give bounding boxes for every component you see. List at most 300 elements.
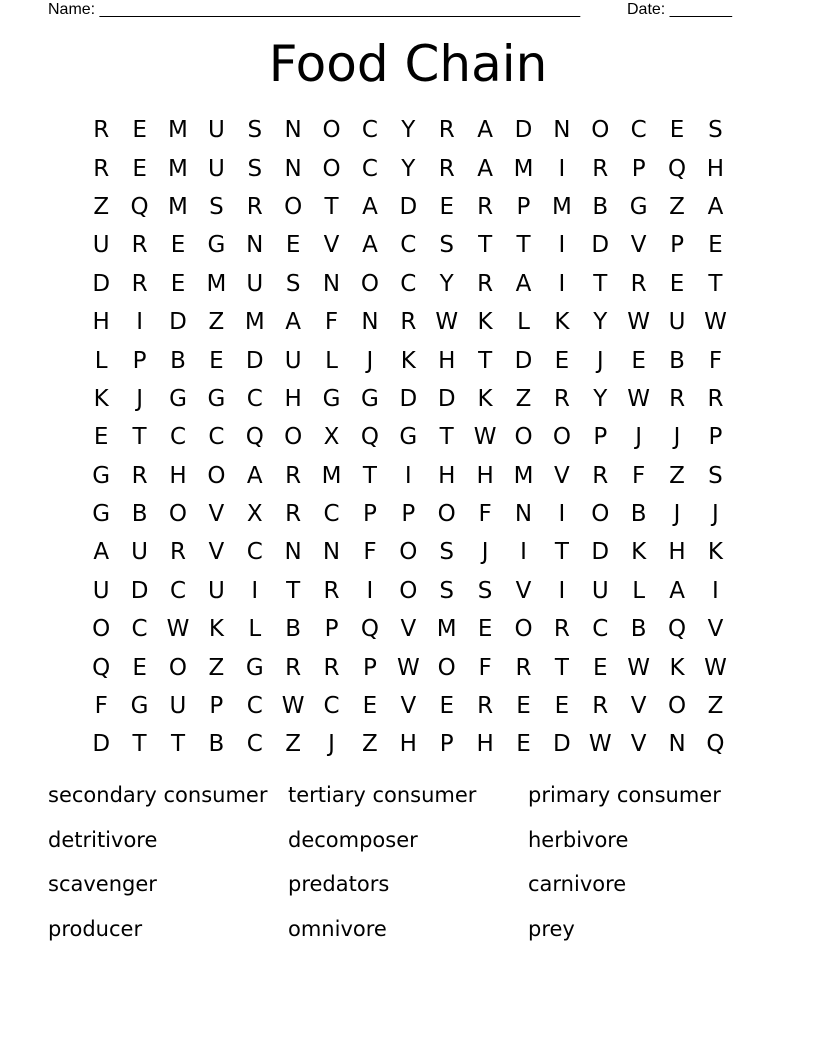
grid-letter: F (478, 654, 492, 681)
grid-letter: G (361, 385, 379, 412)
grid-letter: B (592, 193, 609, 220)
grid-letter: K (477, 385, 493, 412)
grid-letter: P (708, 424, 723, 451)
grid-letter: O (437, 501, 456, 528)
grid-letter: S (708, 117, 723, 144)
grid-letter: N (322, 270, 341, 297)
grid-letter: Q (360, 616, 379, 643)
grid-letter: G (207, 232, 226, 259)
grid-letter: H (284, 385, 302, 412)
grid-letter: A (477, 155, 493, 182)
grid-letter: B (669, 347, 685, 374)
grid-letter: S (708, 462, 723, 489)
word-list-item: herbivore (528, 827, 629, 852)
grid-letter: O (437, 654, 456, 681)
grid-letter: B (208, 731, 225, 758)
grid-letter: E (132, 117, 147, 144)
grid-letter: G (207, 385, 226, 412)
grid-letter: M (321, 462, 342, 489)
grid-letter: U (131, 539, 148, 566)
grid-letter: F (94, 693, 108, 720)
grid-letter: M (168, 193, 188, 220)
grid-letter: I (558, 232, 566, 259)
grid-letter: O (92, 616, 111, 643)
grid-letter: X (323, 424, 340, 451)
grid-letter: B (630, 501, 647, 528)
grid-letter: J (635, 424, 643, 451)
grid-letter: D (245, 347, 264, 374)
grid-letter: R (285, 462, 302, 489)
grid-letter: H (169, 462, 187, 489)
grid-letter: R (93, 117, 110, 144)
grid-letter: Z (515, 385, 532, 412)
grid-letter: D (437, 385, 456, 412)
date-field-label: Date: _______ (627, 1, 732, 18)
grid-letter: I (712, 577, 719, 604)
grid-letter: O (168, 654, 188, 681)
grid-letter: W (704, 654, 727, 681)
grid-letter: N (361, 309, 379, 336)
grid-letter: N (284, 117, 302, 144)
grid-letter: V (630, 232, 647, 259)
grid-letter: S (439, 577, 455, 604)
grid-letter: O (284, 424, 303, 451)
grid-letter: W (627, 654, 651, 681)
grid-letter: O (514, 424, 533, 451)
grid-letter: D (591, 232, 610, 259)
grid-letter: M (168, 117, 188, 144)
grid-letter: R (246, 193, 263, 220)
grid-letter: A (93, 539, 110, 566)
grid-letter: O (399, 539, 418, 566)
grid-letter: M (551, 193, 572, 220)
grid-letter: M (168, 155, 188, 182)
grid-letter: U (207, 577, 225, 604)
grid-letter: P (401, 501, 416, 528)
grid-letter: R (592, 155, 609, 182)
grid-letter: U (284, 347, 302, 374)
grid-letter: R (630, 270, 647, 297)
grid-letter: C (208, 424, 225, 451)
grid-letter: R (477, 193, 494, 220)
grid-letter: D (514, 117, 533, 144)
grid-letter: U (246, 270, 264, 297)
grid-letter: Z (208, 309, 225, 336)
grid-letter: F (324, 309, 339, 336)
grid-letter: G (92, 462, 111, 489)
grid-letter: C (592, 616, 609, 643)
grid-letter: C (323, 693, 340, 720)
grid-letter: H (706, 155, 725, 182)
grid-letter: C (361, 117, 378, 144)
grid-letter: Q (706, 731, 725, 758)
grid-letter: J (481, 539, 489, 566)
grid-letter: T (170, 731, 185, 758)
grid-letter: E (93, 424, 109, 451)
grid-letter: H (399, 731, 417, 758)
grid-letter: O (399, 577, 418, 604)
grid-letter: R (131, 232, 148, 259)
grid-letter: J (328, 731, 335, 758)
grid-letter: R (592, 462, 609, 489)
grid-letter: Z (707, 693, 724, 720)
grid-letter: N (284, 539, 302, 566)
name-field-label: Name: ______________________________________________________ (48, 1, 581, 18)
grid-letter: R (669, 385, 686, 412)
grid-letter: B (630, 616, 647, 643)
grid-letter: R (323, 654, 340, 681)
grid-letter: D (553, 731, 571, 758)
grid-letter: E (593, 654, 608, 681)
grid-letter: U (591, 577, 609, 604)
grid-letter: K (669, 654, 685, 681)
grid-letter: V (515, 577, 532, 604)
grid-letter: K (554, 309, 570, 336)
grid-letter: P (209, 693, 224, 720)
grid-letter: B (285, 616, 302, 643)
grid-letter: O (207, 462, 226, 489)
grid-letter: J (673, 424, 681, 451)
grid-letter: V (208, 501, 225, 528)
grid-letter: U (92, 577, 110, 604)
grid-letter: O (591, 117, 610, 144)
grid-letter: V (630, 693, 647, 720)
grid-letter: K (477, 309, 493, 336)
grid-letter: T (324, 193, 339, 220)
grid-letter: P (593, 424, 608, 451)
grid-letter: T (478, 347, 493, 374)
word-list-item: prey (528, 917, 575, 942)
grid-letter: O (591, 501, 610, 528)
grid-letter: J (673, 501, 681, 528)
grid-letter: Z (669, 462, 685, 489)
grid-letter: H (92, 309, 110, 336)
grid-letter: Z (285, 731, 302, 758)
grid-letter: M (436, 616, 457, 643)
grid-letter: I (558, 577, 566, 604)
grid-letter: R (131, 270, 148, 297)
grid-letter: I (520, 539, 527, 566)
grid-letter: P (132, 347, 147, 374)
word-list-item: tertiary consumer (288, 783, 477, 807)
grid-letter: R (323, 577, 340, 604)
grid-letter: F (478, 501, 492, 528)
grid-letter: E (132, 155, 147, 182)
grid-letter: V (554, 462, 570, 489)
grid-letter: V (707, 616, 724, 643)
grid-letter: S (285, 270, 301, 297)
grid-letter: E (554, 693, 570, 720)
grid-letter: A (246, 462, 263, 489)
grid-letter: I (558, 155, 566, 182)
grid-letter: A (285, 309, 302, 336)
grid-letter: L (517, 309, 530, 336)
grid-letter: K (208, 616, 224, 643)
grid-letter: S (477, 577, 493, 604)
grid-letter: K (400, 347, 416, 374)
grid-letter: H (668, 539, 686, 566)
grid-letter: N (322, 539, 341, 566)
grid-letter: E (209, 347, 224, 374)
grid-letter: W (627, 309, 651, 336)
grid-letter: J (712, 501, 719, 528)
grid-letter: L (248, 616, 262, 643)
grid-letter: V (630, 731, 647, 758)
word-list-item: predators (288, 872, 390, 897)
grid-letter: C (131, 616, 148, 643)
grid-letter: R (553, 616, 570, 643)
grid-letter: C (169, 577, 186, 604)
grid-letter: R (400, 309, 417, 336)
grid-letter: Q (360, 424, 379, 451)
grid-letter: F (363, 539, 377, 566)
grid-letter: H (438, 347, 456, 374)
grid-letter: V (208, 539, 225, 566)
word-list (48, 778, 768, 957)
grid-letter: R (515, 654, 532, 681)
grid-letter: P (362, 501, 377, 528)
grid-letter: W (704, 309, 727, 336)
grid-letter: M (206, 270, 227, 297)
grid-letter: I (558, 270, 566, 297)
grid-letter: G (629, 193, 648, 220)
word-list-item: omnivore (288, 917, 387, 942)
grid-letter: R (438, 117, 455, 144)
grid-letter: N (246, 232, 264, 259)
grid-letter: X (246, 501, 263, 528)
grid-letter: O (168, 501, 188, 528)
grid-letter: D (514, 347, 533, 374)
grid-letter: B (131, 501, 148, 528)
grid-letter: G (245, 654, 264, 681)
grid-letter: R (592, 693, 609, 720)
grid-letter: S (439, 232, 455, 259)
grid-letter: T (554, 654, 569, 681)
grid-letter: W (166, 616, 190, 643)
grid-letter: W (627, 385, 651, 412)
word-list-item: secondary consumer (48, 783, 268, 807)
grid-letter: C (630, 117, 647, 144)
grid-letter: P (324, 616, 339, 643)
grid-letter: H (476, 731, 494, 758)
grid-letter: T (132, 731, 147, 758)
grid-letter: Y (593, 385, 608, 412)
grid-letter: A (707, 193, 724, 220)
header (48, 0, 748, 20)
grid-letter: P (516, 193, 531, 220)
grid-letter: T (478, 232, 493, 259)
grid-letter: K (93, 385, 109, 412)
grid-letter: T (593, 270, 608, 297)
grid-letter: R (285, 501, 302, 528)
grid-letter: M (513, 462, 534, 489)
grid-letter: A (362, 232, 378, 259)
grid-letter: Q (668, 616, 687, 643)
grid-letter: C (323, 501, 340, 528)
grid-letter: I (366, 577, 374, 604)
grid-letter: W (588, 731, 612, 758)
grid-letter: D (399, 193, 418, 220)
grid-letter: Y (401, 155, 416, 182)
grid-letter: T (439, 424, 454, 451)
grid-letter: O (668, 693, 687, 720)
grid-letter: Z (93, 193, 110, 220)
grid-letter: P (362, 654, 377, 681)
letter-grid (82, 111, 735, 764)
grid-letter: L (325, 347, 338, 374)
grid-letter: K (631, 539, 647, 566)
grid-letter: I (404, 462, 412, 489)
grid-letter: W (473, 424, 497, 451)
word-list-item: carnivore (528, 872, 627, 897)
grid-letter: E (439, 693, 454, 720)
grid-letter: E (708, 232, 723, 259)
grid-letter: G (169, 385, 187, 412)
grid-letter: M (513, 155, 534, 182)
grid-letter: Y (401, 117, 416, 144)
grid-letter: W (396, 654, 420, 681)
word-list-item: detritivore (48, 827, 158, 852)
grid-letter: J (596, 347, 604, 374)
grid-letter: O (552, 424, 571, 451)
grid-letter: C (246, 731, 263, 758)
grid-letter: G (322, 385, 341, 412)
grid-letter: R (477, 693, 494, 720)
grid-letter: D (130, 577, 149, 604)
grid-letter: C (400, 270, 417, 297)
word-list-item: producer (48, 917, 143, 942)
grid-letter: Y (593, 309, 608, 336)
grid-letter: E (362, 693, 378, 720)
grid-letter: C (361, 155, 378, 182)
grid-letter: N (284, 155, 302, 182)
grid-letter: L (94, 347, 108, 374)
grid-letter: J (136, 385, 143, 412)
grid-letter: A (515, 270, 532, 297)
grid-letter: P (670, 232, 684, 259)
grid-letter: R (93, 155, 110, 182)
grid-letter: Q (668, 155, 687, 182)
grid-letter: V (400, 616, 417, 643)
grid-letter: E (669, 117, 685, 144)
grid-letter: B (170, 347, 186, 374)
grid-letter: Z (362, 731, 378, 758)
grid-letter: C (246, 693, 263, 720)
grid-letter: R (438, 155, 455, 182)
page-title: Food Chain (268, 35, 548, 93)
grid-letter: O (322, 155, 341, 182)
grid-letter: C (169, 424, 186, 451)
grid-letter: A (362, 193, 378, 220)
grid-letter: V (400, 693, 417, 720)
grid-letter: W (281, 693, 305, 720)
grid-letter: T (362, 462, 377, 489)
grid-letter: T (286, 577, 301, 604)
grid-letter: I (251, 577, 259, 604)
grid-letter: H (438, 462, 456, 489)
grid-letter: R (553, 385, 570, 412)
grid-letter: E (170, 270, 186, 297)
grid-letter: S (209, 193, 224, 220)
grid-letter: S (247, 117, 263, 144)
grid-letter: R (169, 539, 186, 566)
grid-letter: R (285, 654, 302, 681)
grid-letter: S (439, 539, 455, 566)
grid-letter: P (439, 731, 454, 758)
grid-letter: D (399, 385, 418, 412)
grid-letter: U (92, 232, 110, 259)
grid-letter: T (554, 539, 569, 566)
grid-letter: N (553, 117, 571, 144)
grid-letter: V (323, 232, 340, 259)
grid-letter: C (246, 385, 263, 412)
grid-letter: R (707, 385, 724, 412)
grid-letter: P (631, 155, 646, 182)
grid-letter: C (400, 232, 417, 259)
grid-letter: K (707, 539, 723, 566)
grid-letter: H (476, 462, 494, 489)
grid-letter: G (399, 424, 418, 451)
grid-letter: T (708, 270, 723, 297)
word-list-item: primary consumer (528, 783, 721, 807)
grid-letter: I (558, 501, 566, 528)
grid-letter: L (632, 577, 646, 604)
grid-letter: M (244, 309, 265, 336)
grid-letter: E (554, 347, 570, 374)
grid-letter: A (669, 577, 685, 604)
grid-letter: Y (439, 270, 454, 297)
grid-letter: G (92, 501, 111, 528)
grid-letter: W (435, 309, 459, 336)
grid-letter: D (169, 309, 187, 336)
grid-letter: D (92, 731, 111, 758)
grid-letter: E (516, 693, 531, 720)
grid-letter: E (132, 654, 147, 681)
grid-letter: U (668, 309, 686, 336)
grid-letter: T (132, 424, 147, 451)
grid-letter: U (169, 693, 187, 720)
grid-letter: E (516, 731, 531, 758)
grid-letter: U (207, 117, 225, 144)
grid-letter: O (514, 616, 533, 643)
grid-letter: O (284, 193, 303, 220)
grid-letter: E (285, 232, 301, 259)
grid-letter: D (591, 539, 610, 566)
grid-letter: I (136, 309, 143, 336)
grid-letter: O (360, 270, 379, 297)
grid-letter: E (170, 232, 186, 259)
grid-letter: F (708, 347, 723, 374)
grid-letter: T (516, 232, 531, 259)
grid-letter: Z (669, 193, 685, 220)
grid-letter: E (477, 616, 493, 643)
grid-letter: E (669, 270, 685, 297)
grid-letter: E (631, 347, 646, 374)
grid-letter: N (668, 731, 686, 758)
grid-letter: G (130, 693, 149, 720)
word-list-item: decomposer (288, 827, 418, 852)
grid-letter: N (514, 501, 533, 528)
grid-letter: C (246, 539, 263, 566)
word-list-item: scavenger (48, 872, 157, 897)
grid-letter: U (207, 155, 225, 182)
grid-letter: Q (92, 654, 111, 681)
grid-letter: D (92, 270, 111, 297)
grid-letter: Q (245, 424, 264, 451)
grid-letter: O (322, 117, 341, 144)
grid-letter: Q (130, 193, 149, 220)
grid-letter: E (439, 193, 454, 220)
